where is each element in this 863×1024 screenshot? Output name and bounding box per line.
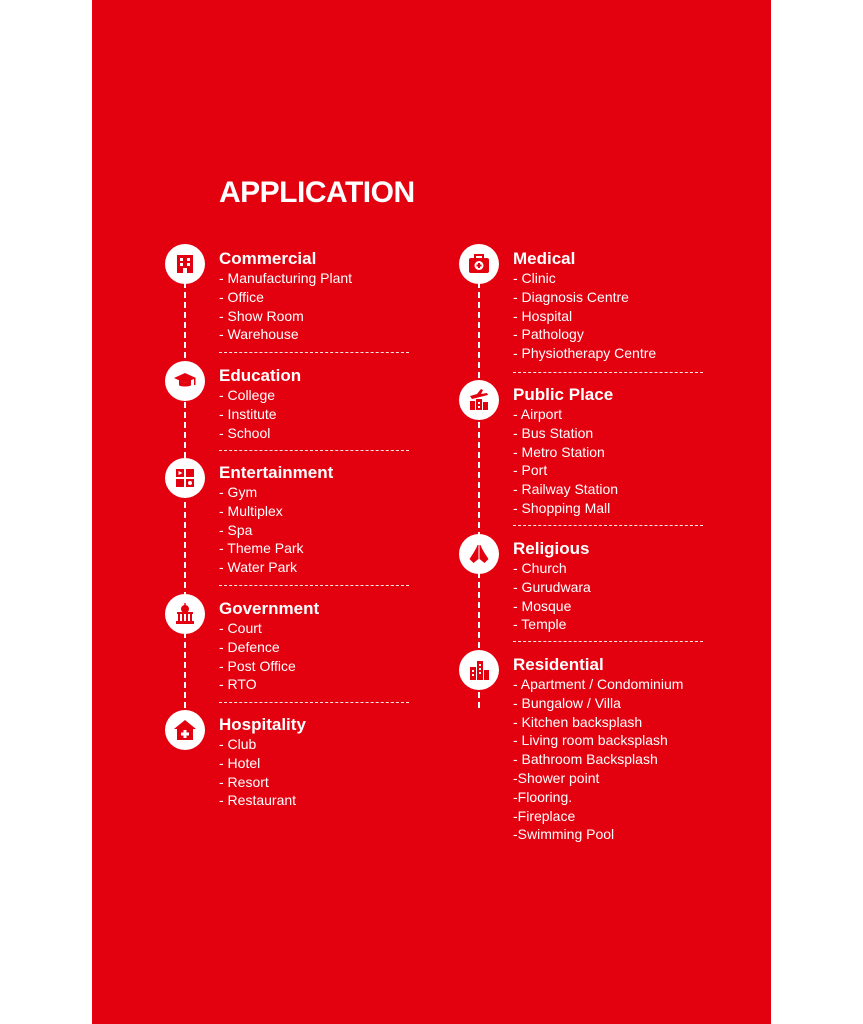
separator	[513, 525, 703, 526]
list-item: - Mosque	[513, 597, 572, 614]
list-item: - Living room backsplash	[513, 732, 668, 749]
list-item: - Hotel	[219, 754, 261, 771]
list-item: - Airport	[513, 406, 563, 422]
list-item: - Show Room	[219, 307, 304, 324]
graduation-cap-icon	[165, 361, 205, 401]
list-item: - Gurudwara	[513, 578, 591, 595]
list-item: - Manufacturing Plant	[219, 270, 353, 286]
list-item: - Railway Station	[513, 481, 619, 498]
hospitality-icon	[165, 710, 205, 750]
list-item: - Warehouse	[219, 326, 299, 343]
category-education	[219, 365, 479, 442]
list-item: - Theme Park	[219, 540, 304, 557]
separator	[219, 702, 409, 703]
list-item: - College	[219, 387, 276, 403]
government-building-icon	[165, 594, 205, 634]
left-column	[219, 248, 469, 809]
separator	[219, 585, 409, 586]
list-item: - Bathroom Backsplash	[513, 751, 658, 768]
list-item: - Multiplex	[219, 502, 283, 519]
category-title: Medical	[513, 249, 576, 268]
list-item: - Diagnosis Centre	[513, 288, 629, 305]
list-item: - Gym	[219, 484, 258, 500]
list-item: - Port	[513, 462, 548, 479]
list-item: - School	[219, 424, 271, 441]
list-item: - Physiotherapy Centre	[513, 345, 657, 362]
category-title: Public Place	[513, 385, 614, 404]
list-item: - Shopping Mall	[513, 499, 611, 516]
list-item: - Resort	[219, 773, 269, 790]
public-place-icon	[459, 380, 499, 420]
category-government	[219, 598, 479, 694]
list-item: -Swimming Pool	[513, 826, 615, 843]
separator	[219, 450, 409, 451]
list-item: -Shower point	[513, 769, 600, 786]
praying-hands-icon	[459, 534, 499, 574]
category-religious	[513, 538, 773, 634]
list-item: - Office	[219, 288, 264, 305]
list-item: - Institute	[219, 405, 277, 422]
category-title: Hospitality	[219, 715, 306, 734]
list-item: - RTO	[219, 676, 257, 693]
list-item: - Pathology	[513, 326, 584, 343]
list-item: - Spa	[219, 521, 253, 538]
category-title: Education	[219, 366, 302, 385]
building-icon	[165, 244, 205, 284]
list-item: - Clinic	[513, 270, 556, 286]
category-title: Religious	[513, 539, 590, 558]
category-public-place	[513, 384, 773, 518]
list-item: - Club	[219, 736, 257, 752]
timeline-line	[478, 272, 480, 708]
residential-building-icon	[459, 650, 499, 690]
list-item: - Water Park	[219, 559, 298, 576]
category-medical	[513, 248, 773, 363]
category-residential	[513, 654, 773, 844]
list-item: - Church	[513, 560, 567, 576]
separator	[219, 352, 409, 353]
list-item: - Apartment / Condominium	[513, 676, 684, 692]
list-item: - Temple	[513, 616, 567, 633]
list-item: - Bus Station	[513, 424, 594, 441]
category-commercial	[219, 248, 479, 344]
category-title: Entertainment	[219, 463, 334, 482]
right-column	[513, 248, 763, 843]
list-item: - Hospital	[513, 307, 573, 324]
category-hospitality	[219, 714, 479, 810]
list-item: - Post Office	[219, 657, 296, 674]
category-title: Government	[219, 599, 320, 618]
list-item: - Metro Station	[513, 443, 605, 460]
timeline-line	[184, 272, 186, 728]
category-title: Commercial	[219, 249, 317, 268]
list-item: - Kitchen backsplash	[513, 713, 643, 730]
list-item: - Restaurant	[219, 792, 297, 809]
list-item: -Fireplace	[513, 807, 576, 824]
list-item: - Defence	[219, 638, 280, 655]
list-item: - Bungalow / Villa	[513, 694, 621, 711]
page-title: APPLICATION	[219, 176, 415, 209]
category-title: Residential	[513, 655, 604, 674]
medical-kit-icon	[459, 244, 499, 284]
category-entertainment	[219, 462, 479, 577]
list-item: - Court	[219, 620, 262, 636]
separator	[513, 641, 703, 642]
list-item: -Flooring.	[513, 788, 573, 805]
separator	[513, 372, 703, 373]
entertainment-icon	[165, 458, 205, 498]
